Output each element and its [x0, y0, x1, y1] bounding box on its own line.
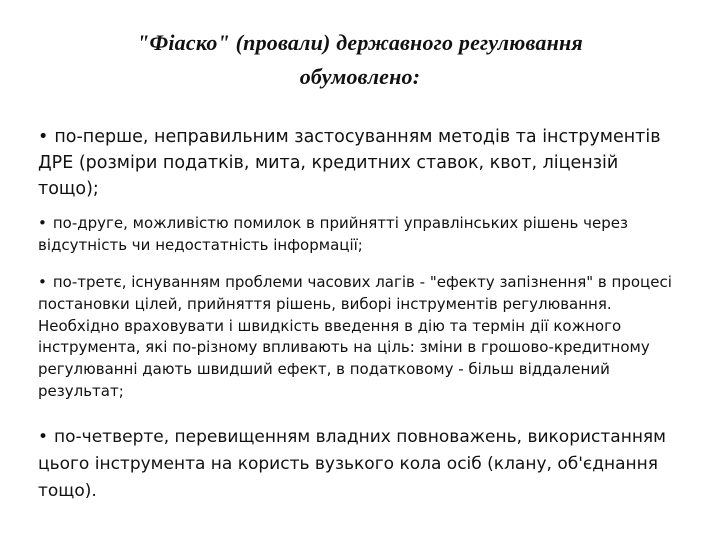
list-item-third	[38, 272, 688, 403]
list-item-text: по-перше, неправильним застосуванням методів та інструментів ДРЕ (розміри податків, мита, кредитних ставок, квот, ліцензій тощо);	[38, 127, 661, 199]
slide-title-line-2: обумовлено:	[299, 64, 421, 89]
list-item-first	[38, 124, 678, 202]
list-item-second	[38, 212, 678, 256]
list-item-text: по-четверте, перевищенням владних повноважень, використанням цього інструмента на користь вузького кола осіб (клану, об'єднання тощо).	[38, 427, 666, 501]
bullet-icon: •	[38, 427, 49, 447]
bullet-icon: •	[38, 273, 47, 291]
bullet-icon: •	[38, 214, 47, 232]
bullet-icon: •	[38, 127, 49, 147]
slide-title-line-1: "Фіаско" (провали) державного регулювання	[137, 30, 583, 55]
list-item-text: по-друге, можливістю помилок в прийнятті управлінських рішень через відсутність чи недостатність інформації;	[38, 214, 628, 254]
slide-title	[60, 26, 660, 94]
list-item-fourth	[38, 424, 678, 505]
list-item-text: по-третє, існуванням проблеми часових лагів - "ефекту запізнення" в процесі постановки цілей, прийняття рішень, виборі інструментів регулювання. Необхідно враховувати і швидкість введення в дію та термін дії кожного інструмента, які по-різному впливають на ціль: зміни в грошово-кредитному регулюванні дають швидший ефект, в податковому - більш віддалений результат;	[38, 273, 672, 400]
